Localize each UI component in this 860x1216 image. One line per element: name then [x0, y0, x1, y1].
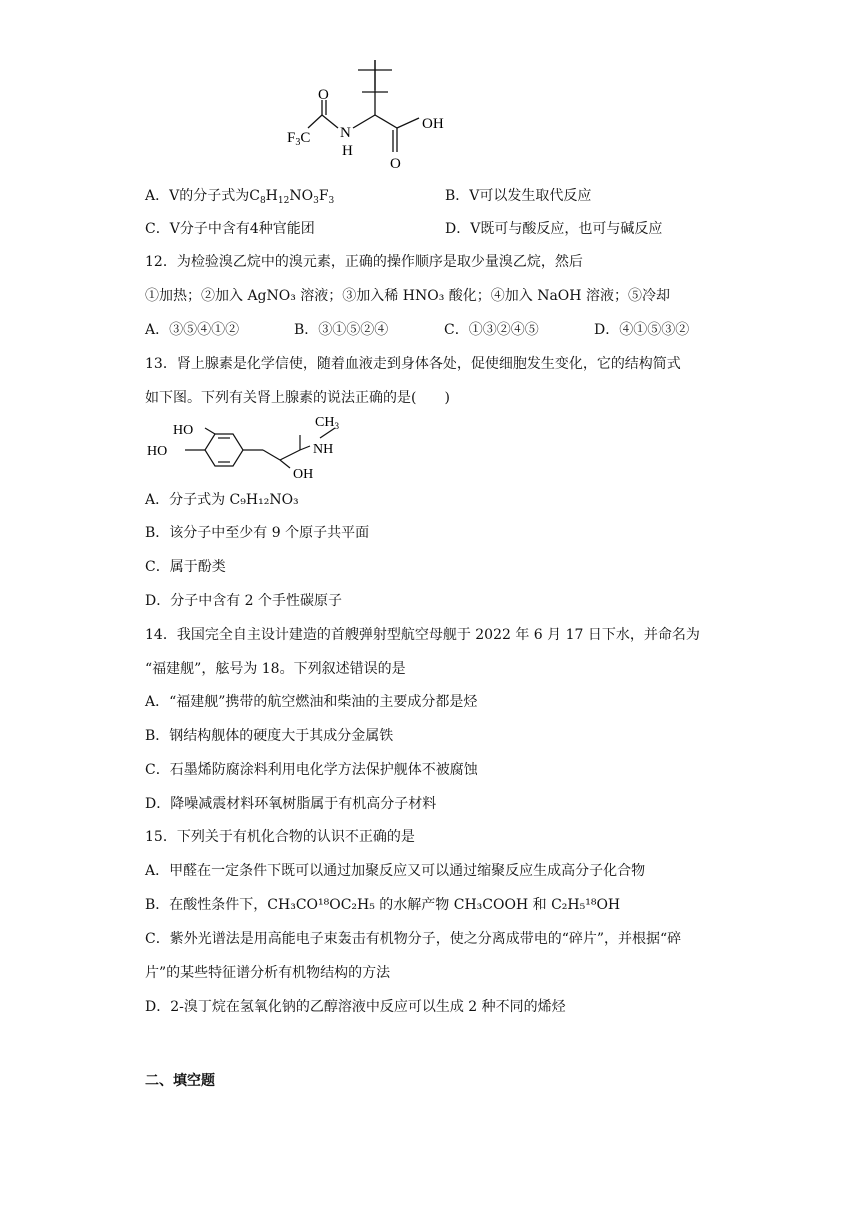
q13-stem-line-2: 如下图。下列有关肾上腺素的说法正确的是( ) — [145, 390, 450, 406]
q12-option-a: A．③⑤④①② — [145, 322, 240, 338]
structure-v-f3c: $F_3C$ — [287, 130, 311, 148]
q13-option-c: C．属于酚类 — [145, 559, 226, 575]
q13-option-b: B．该分子中至少有 9 个原子共平面 — [145, 525, 370, 541]
q14-option-a: A．“福建舰”携带的航空燃油和柴油的主要成分都是烃 — [145, 694, 478, 710]
q11-option-d: D．V既可与酸反应，也可与碱反应 — [445, 221, 663, 237]
structure-adrenaline-oh: OH — [293, 467, 314, 482]
q13-option-d: D．分子中含有 2 个手性碳原子 — [145, 593, 343, 609]
structure-adrenaline-ho-top: HO — [173, 423, 194, 438]
structure-adrenaline — [145, 410, 375, 485]
section-title: 二、填空题 — [145, 1073, 215, 1089]
q15-option-c-line-2: 片”的某些特征谱分析有机物结构的方法 — [145, 965, 391, 981]
q15-option-a: A．甲醛在一定条件下既可以通过加聚反应又可以通过缩聚反应生成高分子化合物 — [145, 863, 646, 879]
q15-option-b: B．在酸性条件下，CH₃CO¹⁸OC₂H₅ 的水解产物 CH₃COOH 和 C₂H₅¹⁸OH — [145, 897, 621, 913]
q11-option-c: C．V分子中含有4种官能团 — [145, 221, 315, 237]
q14-option-b: B．钢结构舰体的硬度大于其成分金属铁 — [145, 728, 394, 744]
structure-adrenaline-nh: NH — [313, 442, 334, 457]
q15-option-d: D．2-溴丁烷在氢氧化钠的乙醇溶液中反应可以生成 2 种不同的烯烃 — [145, 999, 566, 1015]
q14-stem-line-2: “福建舰”，舷号为 18。下列叙述错误的是 — [145, 661, 406, 677]
q11-option-a: A．V的分子式为$C_8H_{12}NO_3F_3$ — [145, 188, 335, 206]
structure-adrenaline-ho-left: HO — [147, 444, 168, 459]
structure-adrenaline-ch3: $CH_3$ — [315, 415, 339, 431]
q12-steps: ①加热；②加入 AgNO₃ 溶液；③加入稀 HNO₃ 酸化；④加入 NaOH 溶液；⑤冷却 — [145, 288, 670, 304]
structure-v-o-top: O — [318, 87, 329, 103]
q14-option-c: C．石墨烯防腐涂料利用电化学方法保护舰体不被腐蚀 — [145, 762, 478, 778]
q14-stem-line-1: 14．我国完全自主设计建造的首艘弹射型航空母舰于 2022 年 6 月 17 日下水，并命名为 — [145, 627, 700, 643]
q11-option-b: B．V可以发生取代反应 — [445, 188, 592, 204]
q13-option-a: A．分子式为 C₉H₁₂NO₃ — [145, 492, 299, 508]
q12-option-c: C．①③②④⑤ — [444, 322, 539, 338]
structure-v-o-bottom: O — [390, 156, 401, 172]
structure-v-oh: OH — [422, 116, 444, 132]
q13-stem-line-1: 13．肾上腺素是化学信使，随着血液走到身体各处，促使细胞发生变化，它的结构简式 — [145, 356, 681, 372]
q15-stem: 15．下列关于有机化合物的认识不正确的是 — [145, 829, 415, 845]
structure-v-n: N — [340, 125, 351, 141]
structure-v-h: H — [342, 143, 353, 159]
q12-option-b: B．③①⑤②④ — [294, 322, 389, 338]
q12-option-d: D．④①⑤③② — [594, 322, 690, 338]
structure-v — [140, 0, 470, 180]
q14-option-d: D．降噪减震材料环氧树脂属于有机高分子材料 — [145, 796, 437, 812]
q15-option-c-line-1: C．紫外光谱法是用高能电子束轰击有机物分子，使之分离成带电的“碎片”，并根据“碎 — [145, 931, 682, 947]
q12-stem: 12．为检验溴乙烷中的溴元素，正确的操作顺序是取少量溴乙烷，然后 — [145, 254, 583, 270]
